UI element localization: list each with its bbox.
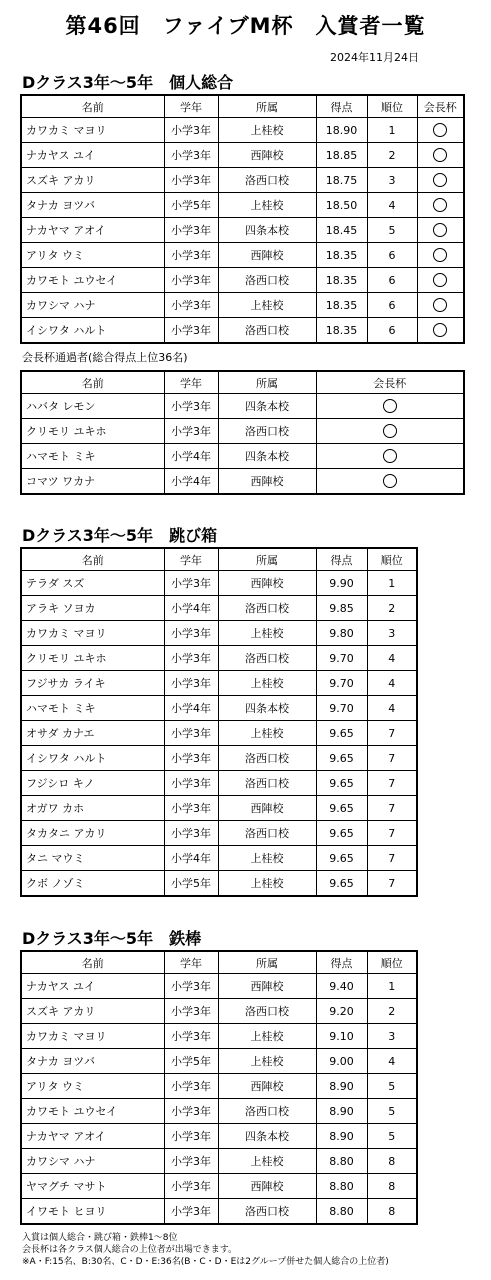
header-school: 所属 <box>218 951 316 974</box>
cell-name: カワカミ マヨリ <box>21 1024 164 1049</box>
cell-name: イワモト ヒヨリ <box>21 1199 164 1225</box>
cell-rank: 6 <box>367 293 417 318</box>
header-name: 名前 <box>21 371 164 394</box>
table-row <box>21 318 464 344</box>
cell-score: 18.45 <box>316 218 367 243</box>
header-cup: 会長杯 <box>316 371 464 394</box>
cell-grade: 小学3年 <box>164 118 218 143</box>
cell-grade: 小学3年 <box>164 168 218 193</box>
cell-school: 洛西口校 <box>218 1099 316 1124</box>
cell-school: 西陣校 <box>218 974 316 999</box>
cell-rank: 6 <box>367 268 417 293</box>
circle-mark-icon <box>433 123 447 137</box>
cell-name: カワモト ユウセイ <box>21 268 164 293</box>
cell-school: 洛西口校 <box>218 596 316 621</box>
cell-rank: 7 <box>367 871 417 897</box>
cell-school: 洛西口校 <box>218 168 316 193</box>
cell-score: 18.35 <box>316 268 367 293</box>
note-line: ※A・F:15名、B:30名、C・D・E:36名(B・C・D・Eは2グループ併せた個人総合の上位者) <box>22 1257 389 1267</box>
cell-school: 四条本校 <box>218 696 316 721</box>
cell-name: カワシマ ハナ <box>21 1149 164 1174</box>
cell-score: 18.75 <box>316 168 367 193</box>
cell-rank: 4 <box>367 1049 417 1074</box>
cell-score: 9.65 <box>316 871 367 897</box>
header-rank: 順位 <box>367 951 417 974</box>
cell-name: アリタ ウミ <box>21 1074 164 1099</box>
cell-school: 西陣校 <box>218 571 316 596</box>
cell-grade: 小学4年 <box>164 444 218 469</box>
cell-grade: 小学3年 <box>164 646 218 671</box>
cell-grade: 小学3年 <box>164 1099 218 1124</box>
header-cup: 会長杯 <box>417 95 464 118</box>
cell-score: 9.65 <box>316 796 367 821</box>
cell-rank: 1 <box>367 118 417 143</box>
cell-rank: 3 <box>367 1024 417 1049</box>
table-row <box>21 999 417 1024</box>
header-name: 名前 <box>21 95 164 118</box>
overall-section-title: Dクラス3年～5年 個人総合 <box>22 73 234 92</box>
cell-grade: 小学3年 <box>164 1124 218 1149</box>
vault-section-title: Dクラス3年～5年 跳び箱 <box>22 526 218 545</box>
event-date: 2024年11月24日 <box>330 51 419 64</box>
cell-score: 9.70 <box>316 671 367 696</box>
cell-school: 洛西口校 <box>218 646 316 671</box>
cell-score: 9.65 <box>316 746 367 771</box>
note-line: 入賞は個人総合・跳び箱・鉄棒1～8位 <box>22 1233 178 1243</box>
cell-name: ナカヤマ アオイ <box>21 1124 164 1149</box>
cell-grade: 小学4年 <box>164 596 218 621</box>
table-row <box>21 1174 417 1199</box>
header-name: 名前 <box>21 951 164 974</box>
cell-name: スズキ アカリ <box>21 168 164 193</box>
vault-rows <box>21 571 417 897</box>
table-row <box>21 419 464 444</box>
cell-rank: 4 <box>367 671 417 696</box>
cell-rank: 6 <box>367 243 417 268</box>
cell-name: ナカヤス ユイ <box>21 143 164 168</box>
table-row <box>21 293 464 318</box>
cell-name: クリモリ ユキホ <box>21 646 164 671</box>
cell-school: 四条本校 <box>218 1124 316 1149</box>
cell-school: 西陣校 <box>218 243 316 268</box>
cell-score: 9.40 <box>316 974 367 999</box>
table-row <box>21 771 417 796</box>
cell-school: 洛西口校 <box>218 1199 316 1225</box>
header-grade: 学年 <box>164 548 218 571</box>
cell-score: 9.80 <box>316 621 367 646</box>
cell-grade: 小学5年 <box>164 1049 218 1074</box>
cell-score: 18.35 <box>316 318 367 344</box>
cell-name: フジサカ ライキ <box>21 671 164 696</box>
cell-cup <box>417 143 464 168</box>
table-row <box>21 721 417 746</box>
cell-school: 洛西口校 <box>218 318 316 344</box>
circle-mark-icon <box>433 223 447 237</box>
cell-score: 8.80 <box>316 1199 367 1225</box>
cell-school: 西陣校 <box>218 143 316 168</box>
cell-cup <box>417 293 464 318</box>
cell-score: 9.85 <box>316 596 367 621</box>
cell-school: 上桂校 <box>218 671 316 696</box>
cell-grade: 小学3年 <box>164 974 218 999</box>
cell-score: 18.90 <box>316 118 367 143</box>
cell-rank: 7 <box>367 796 417 821</box>
cell-name: カワカミ マヨリ <box>21 621 164 646</box>
cell-score: 9.70 <box>316 646 367 671</box>
table-row <box>21 871 417 897</box>
cell-school: 洛西口校 <box>218 268 316 293</box>
header-school: 所属 <box>218 548 316 571</box>
table-row <box>21 596 417 621</box>
cell-grade: 小学3年 <box>164 671 218 696</box>
vault-table <box>20 547 418 897</box>
cell-grade: 小学3年 <box>164 1024 218 1049</box>
cell-score: 8.90 <box>316 1124 367 1149</box>
cell-name: ヤマグチ マサト <box>21 1174 164 1199</box>
cell-school: 上桂校 <box>218 118 316 143</box>
cell-grade: 小学3年 <box>164 721 218 746</box>
cell-grade: 小学3年 <box>164 394 218 419</box>
cell-grade: 小学3年 <box>164 293 218 318</box>
cell-school: 西陣校 <box>218 1074 316 1099</box>
cell-rank: 4 <box>367 696 417 721</box>
cell-name: オサダ カナエ <box>21 721 164 746</box>
table-row <box>21 193 464 218</box>
cell-school: 四条本校 <box>218 444 316 469</box>
header-grade: 学年 <box>164 951 218 974</box>
cell-grade: 小学3年 <box>164 621 218 646</box>
header-rank: 順位 <box>367 548 417 571</box>
cell-rank: 6 <box>367 318 417 344</box>
circle-mark-icon <box>433 273 447 287</box>
cell-name: タニ マウミ <box>21 846 164 871</box>
cell-cup <box>316 419 464 444</box>
table-row <box>21 1024 417 1049</box>
table-row <box>21 671 417 696</box>
cell-cup <box>417 318 464 344</box>
cup-pass-table <box>20 370 465 495</box>
cell-rank: 4 <box>367 193 417 218</box>
circle-mark-icon <box>383 449 397 463</box>
cell-grade: 小学4年 <box>164 696 218 721</box>
cell-name: カワカミ マヨリ <box>21 118 164 143</box>
cell-name: ハマモト ミキ <box>21 696 164 721</box>
cell-name: カワシマ ハナ <box>21 293 164 318</box>
header-school: 所属 <box>218 95 316 118</box>
footnotes <box>22 1232 389 1268</box>
cell-score: 9.65 <box>316 821 367 846</box>
cell-cup <box>316 394 464 419</box>
note-line: 会長杯は各クラス個人総合の上位者が出場できます。 <box>22 1245 238 1255</box>
header-rank: 順位 <box>367 95 417 118</box>
cell-score: 9.20 <box>316 999 367 1024</box>
cell-school: 上桂校 <box>218 621 316 646</box>
cell-grade: 小学4年 <box>164 469 218 495</box>
cell-grade: 小学3年 <box>164 746 218 771</box>
cell-name: テラダ スズ <box>21 571 164 596</box>
table-row <box>21 571 417 596</box>
header-score: 得点 <box>316 951 367 974</box>
cell-grade: 小学3年 <box>164 318 218 344</box>
table-row <box>21 118 464 143</box>
cell-cup <box>417 118 464 143</box>
cell-score: 8.90 <box>316 1074 367 1099</box>
cell-school: 洛西口校 <box>218 771 316 796</box>
cell-school: 洛西口校 <box>218 999 316 1024</box>
cell-cup <box>417 193 464 218</box>
cell-cup <box>417 268 464 293</box>
cell-score: 8.80 <box>316 1149 367 1174</box>
overall-table <box>20 94 465 344</box>
table-row <box>21 646 417 671</box>
cell-score: 18.35 <box>316 293 367 318</box>
cell-cup <box>316 469 464 495</box>
cell-school: 上桂校 <box>218 871 316 897</box>
circle-mark-icon <box>383 399 397 413</box>
cell-school: 西陣校 <box>218 469 316 495</box>
cell-rank: 4 <box>367 646 417 671</box>
cell-grade: 小学3年 <box>164 1199 218 1225</box>
circle-mark-icon <box>433 298 447 312</box>
cell-cup <box>417 218 464 243</box>
cell-grade: 小学5年 <box>164 871 218 897</box>
cell-school: 西陣校 <box>218 1174 316 1199</box>
cell-grade: 小学3年 <box>164 243 218 268</box>
cell-rank: 5 <box>367 1124 417 1149</box>
cell-cup <box>417 168 464 193</box>
cell-rank: 8 <box>367 1199 417 1225</box>
cell-name: タナカ ヨツバ <box>21 193 164 218</box>
cell-rank: 3 <box>367 168 417 193</box>
cell-score: 18.85 <box>316 143 367 168</box>
cell-rank: 1 <box>367 974 417 999</box>
cell-name: タカタニ アカリ <box>21 821 164 846</box>
cell-rank: 7 <box>367 721 417 746</box>
cell-score: 9.70 <box>316 696 367 721</box>
cell-school: 上桂校 <box>218 1149 316 1174</box>
cell-rank: 8 <box>367 1149 417 1174</box>
cell-score: 9.65 <box>316 721 367 746</box>
table-row <box>21 444 464 469</box>
cell-score: 9.10 <box>316 1024 367 1049</box>
table-row <box>21 621 417 646</box>
header-grade: 学年 <box>164 371 218 394</box>
table-row <box>21 846 417 871</box>
cell-rank: 2 <box>367 999 417 1024</box>
cell-name: タナカ ヨツバ <box>21 1049 164 1074</box>
cell-rank: 2 <box>367 596 417 621</box>
cell-school: 四条本校 <box>218 218 316 243</box>
cell-name: イシワタ ハルト <box>21 746 164 771</box>
cell-rank: 7 <box>367 846 417 871</box>
cell-school: 四条本校 <box>218 394 316 419</box>
cell-rank: 8 <box>367 1174 417 1199</box>
header-school: 所属 <box>218 371 316 394</box>
cell-rank: 1 <box>367 571 417 596</box>
table-row <box>21 168 464 193</box>
table-row <box>21 696 417 721</box>
cup-pass-title: 会長杯通過者(総合得点上位36名) <box>22 351 188 364</box>
table-row <box>21 796 417 821</box>
cell-school: 上桂校 <box>218 293 316 318</box>
cell-rank: 5 <box>367 1074 417 1099</box>
cell-name: クリモリ ユキホ <box>21 419 164 444</box>
cell-name: ナカヤス ユイ <box>21 974 164 999</box>
cell-school: 洛西口校 <box>218 821 316 846</box>
cell-score: 9.65 <box>316 846 367 871</box>
cell-school: 西陣校 <box>218 796 316 821</box>
overall-rows <box>21 118 464 344</box>
cell-school: 洛西口校 <box>218 746 316 771</box>
cell-grade: 小学3年 <box>164 419 218 444</box>
cell-score: 9.65 <box>316 771 367 796</box>
cell-name: アラキ ソヨカ <box>21 596 164 621</box>
table-row <box>21 394 464 419</box>
cell-rank: 3 <box>367 621 417 646</box>
cell-score: 8.80 <box>316 1174 367 1199</box>
cell-grade: 小学3年 <box>164 268 218 293</box>
cup-pass-rows <box>21 394 464 495</box>
cell-name: フジシロ キノ <box>21 771 164 796</box>
table-row <box>21 821 417 846</box>
table-row <box>21 469 464 495</box>
cell-rank: 7 <box>367 771 417 796</box>
cell-school: 上桂校 <box>218 1049 316 1074</box>
cell-grade: 小学3年 <box>164 143 218 168</box>
cell-grade: 小学3年 <box>164 1074 218 1099</box>
cell-rank: 2 <box>367 143 417 168</box>
table-row <box>21 1049 417 1074</box>
cell-grade: 小学3年 <box>164 796 218 821</box>
cell-name: イシワタ ハルト <box>21 318 164 344</box>
table-row <box>21 218 464 243</box>
cell-score: 9.90 <box>316 571 367 596</box>
cell-score: 18.50 <box>316 193 367 218</box>
cell-rank: 5 <box>367 218 417 243</box>
cell-name: スズキ アカリ <box>21 999 164 1024</box>
table-row <box>21 746 417 771</box>
cell-grade: 小学3年 <box>164 821 218 846</box>
header-grade: 学年 <box>164 95 218 118</box>
circle-mark-icon <box>433 173 447 187</box>
circle-mark-icon <box>433 248 447 262</box>
cell-name: ハバタ レモン <box>21 394 164 419</box>
cell-score: 9.00 <box>316 1049 367 1074</box>
table-row <box>21 1099 417 1124</box>
cell-school: 上桂校 <box>218 1024 316 1049</box>
cell-name: オガワ カホ <box>21 796 164 821</box>
table-row <box>21 1149 417 1174</box>
circle-mark-icon <box>433 148 447 162</box>
cell-name: アリタ ウミ <box>21 243 164 268</box>
header-score: 得点 <box>316 548 367 571</box>
cell-school: 上桂校 <box>218 721 316 746</box>
cell-name: カワモト ユウセイ <box>21 1099 164 1124</box>
cell-grade: 小学3年 <box>164 999 218 1024</box>
header-score: 得点 <box>316 95 367 118</box>
bar-rows <box>21 974 417 1225</box>
cell-cup <box>316 444 464 469</box>
cell-name: コマツ ワカナ <box>21 469 164 495</box>
page-title: 第46回 ファイブM杯 入賞者一覧 <box>65 14 426 38</box>
table-row <box>21 1074 417 1099</box>
table-row <box>21 143 464 168</box>
cell-grade: 小学3年 <box>164 1149 218 1174</box>
table-row <box>21 268 464 293</box>
cell-rank: 5 <box>367 1099 417 1124</box>
cell-rank: 7 <box>367 821 417 846</box>
cell-grade: 小学4年 <box>164 846 218 871</box>
header-name: 名前 <box>21 548 164 571</box>
table-row <box>21 974 417 999</box>
cell-school: 上桂校 <box>218 846 316 871</box>
circle-mark-icon <box>383 424 397 438</box>
cell-score: 8.90 <box>316 1099 367 1124</box>
cell-score: 18.35 <box>316 243 367 268</box>
table-row <box>21 1124 417 1149</box>
bar-table <box>20 950 418 1225</box>
table-row <box>21 1199 417 1225</box>
cell-grade: 小学3年 <box>164 571 218 596</box>
cell-grade: 小学3年 <box>164 218 218 243</box>
circle-mark-icon <box>433 323 447 337</box>
bar-section-title: Dクラス3年～5年 鉄棒 <box>22 929 202 948</box>
cell-school: 洛西口校 <box>218 419 316 444</box>
circle-mark-icon <box>383 474 397 488</box>
table-row <box>21 243 464 268</box>
cell-name: クボ ノゾミ <box>21 871 164 897</box>
cell-grade: 小学3年 <box>164 771 218 796</box>
cell-school: 上桂校 <box>218 193 316 218</box>
cell-grade: 小学3年 <box>164 1174 218 1199</box>
cell-cup <box>417 243 464 268</box>
cell-name: ハマモト ミキ <box>21 444 164 469</box>
cell-rank: 7 <box>367 746 417 771</box>
cell-name: ナカヤマ アオイ <box>21 218 164 243</box>
circle-mark-icon <box>433 198 447 212</box>
cell-grade: 小学5年 <box>164 193 218 218</box>
